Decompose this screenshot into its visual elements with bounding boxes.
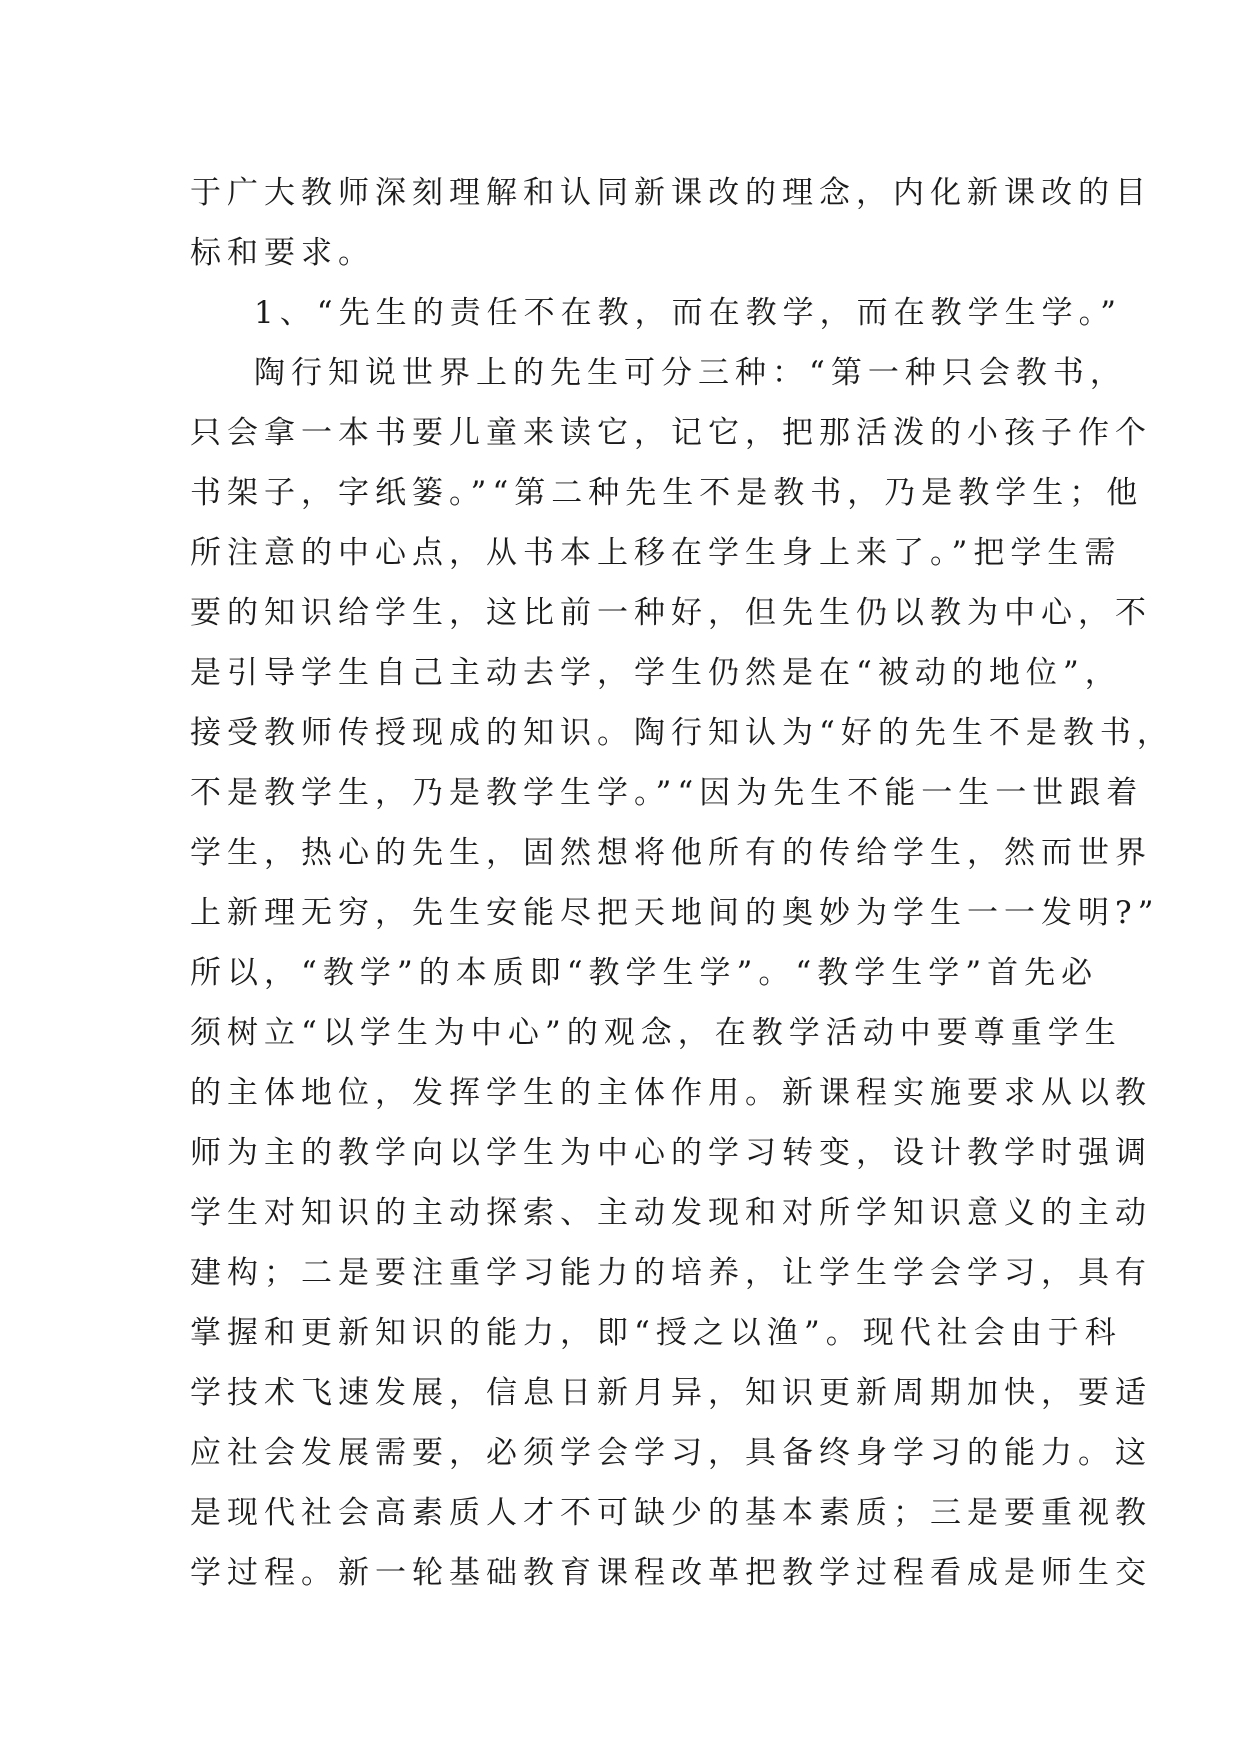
text-line: 须树立“以学生为中心”的观念，在教学活动中要尊重学生	[190, 1015, 1122, 1051]
text-line: 是引导学生自己主动去学，学生仍然是在“被动的地位”，	[190, 655, 1122, 691]
text-line: 书架子，字纸篓。”“第二种先生不是教书，乃是教学生；他	[190, 475, 1144, 511]
text-line: 于广大教师深刻理解和认同新课改的理念，内化新课改的目	[190, 175, 1152, 211]
section-heading: 1、“先生的责任不在教，而在教学，而在教学生学。”	[254, 295, 1122, 331]
text-line: 只会拿一本书要儿童来读它，记它，把那活泼的小孩子作个	[190, 415, 1152, 451]
text-line: 学技术飞速发展，信息日新月异，知识更新周期加快，要适	[190, 1375, 1152, 1411]
text-line: 学生，热心的先生，固然想将他所有的传给学生，然而世界	[190, 835, 1152, 871]
text-line: 上新理无穷，先生安能尽把天地间的奥妙为学生一一发明?”	[190, 895, 1160, 931]
text-line: 学过程。新一轮基础教育课程改革把教学过程看成是师生交	[190, 1555, 1152, 1591]
paragraph-start: 陶行知说世界上的先生可分三种：“第一种只会教书，	[254, 355, 1127, 391]
text-line: 不是教学生，乃是教学生学。”“因为先生不能一生一世跟着	[190, 775, 1144, 811]
text-line: 所注意的中心点，从书本上移在学生身上来了。”把学生需	[190, 535, 1122, 571]
document-body	[190, 163, 1174, 1603]
text-line: 所以，“教学”的本质即“教学生学”。“教学生学”首先必	[190, 955, 1099, 991]
text-line: 掌握和更新知识的能力，即“授之以渔”。现代社会由于科	[190, 1315, 1122, 1351]
text-line: 标和要求。	[190, 235, 375, 271]
text-line: 建构；二是要注重学习能力的培养，让学生学会学习，具有	[190, 1255, 1152, 1291]
text-line: 学生对知识的主动探索、主动发现和对所学知识意义的主动	[190, 1195, 1152, 1231]
text-line: 应社会发展需要，必须学会学习，具备终身学习的能力。这	[190, 1435, 1152, 1471]
text-line: 接受教师传授现成的知识。陶行知认为“好的先生不是教书，	[190, 715, 1174, 751]
text-line: 的主体地位，发挥学生的主体作用。新课程实施要求从以教	[190, 1075, 1152, 1111]
text-line: 师为主的教学向以学生为中心的学习转变，设计教学时强调	[190, 1135, 1152, 1171]
text-line: 要的知识给学生，这比前一种好，但先生仍以教为中心，不	[190, 595, 1152, 631]
text-line: 是现代社会高素质人才不可缺少的基本素质；三是要重视教	[190, 1495, 1152, 1531]
